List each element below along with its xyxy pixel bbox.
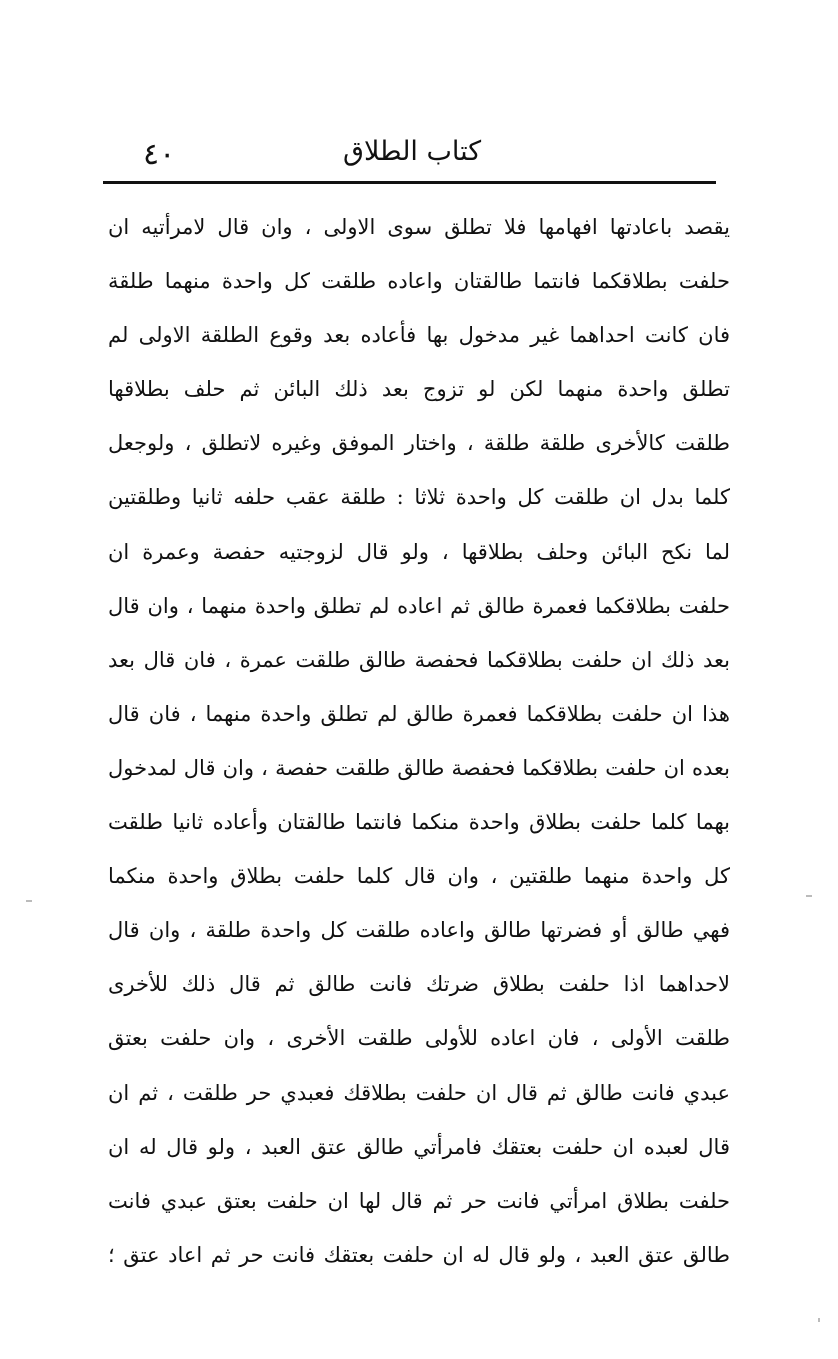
margin-speck [818,1318,820,1322]
text-line: عبدي فانت طالق ثم قال ان حلفت بطلاقك فعبدي حر طلقت ، ثم ان [108,1080,730,1105]
text-line: لاحداهما اذا حلفت بطلاق ضرتك فانت طالق ثم قال ذلك للأخرى [108,972,730,997]
margin-speck [26,900,32,902]
text-line: بعد ذلك ان حلفت بطلاقكما فحفصة طالق طلقت عمرة ، فان قال بعد [108,647,730,672]
text-line: طلقت الأولى ، فان اعاده للأولى طلقت الأخرى ، وان حلفت بعتق [108,1026,730,1051]
text-line: قال لعبده ان حلفت بعتقك فامرأتي طالق عتق العبد ، ولو قال له ان [108,1134,730,1159]
page-number: ٤٠ [143,137,176,172]
text-line: تطلق واحدة منهما لكن لو تزوج بعد ذلك البائن ثم حلف بطلاقها [108,377,730,402]
body-text [108,200,730,1282]
page-header [103,130,716,182]
text-line: طالق عتق العبد ، ولو قال له ان حلفت بعتقك فانت حر ثم اعاد عتق ؛ [108,1242,730,1267]
running-title: كتاب الطلاق [343,136,482,167]
text-line: كل واحدة منهما طلقتين ، وان قال كلما حلفت بطلاق واحدة منكما [108,864,730,889]
text-line: حلفت بطلاقكما فعمرة طالق ثم اعاده لم تطلق واحدة منهما ، وان قال [108,593,730,618]
text-line: فهي طالق أو فضرتها طالق واعاده طلقت كل واحدة طلقة ، وان قال [108,918,730,943]
text-line: لما نكح البائن وحلف بطلاقها ، ولو قال لزوجتيه حفصة وعمرة ان [108,539,730,564]
text-line: يقصد باعادتها افهامها فلا تطلق سوى الاولى ، وان قال لامرأتيه ان [108,215,730,239]
text-line: بعده ان حلفت بطلاقكما فحفصة طالق طلقت حفصة ، وان قال لمدخول [108,755,730,780]
header-rule [103,181,716,184]
text-line: طلقت كالأخرى طلقة طلقة ، واختار الموفق وغيره لاتطلق ، ولوجعل [108,431,730,456]
text-line: كلما بدل ان طلقت كل واحدة ثلاثا : طلقة عقب حلفه ثانيا وطلقتين [108,485,730,510]
margin-speck [806,895,812,897]
text-line: حلفت بطلاقكما فانتما طالقتان واعاده طلقت كل واحدة منهما طلقة [108,269,730,294]
text-line: بهما كلما حلفت بطلاق واحدة منكما فانتما طالقتان وأعاده ثانيا طلقت [108,810,730,835]
text-line: هذا ان حلفت بطلاقكما فعمرة طالق لم تطلق واحدة منهما ، فان قال [108,701,730,726]
text-line: فان كانت احداهما غير مدخول بها فأعاده بعد وقوع الطلقة الاولى لم [108,323,730,348]
text-line: حلفت بطلاق امرأتي فانت حر ثم قال لها ان حلفت بعتق عبدي فانت [108,1188,730,1213]
